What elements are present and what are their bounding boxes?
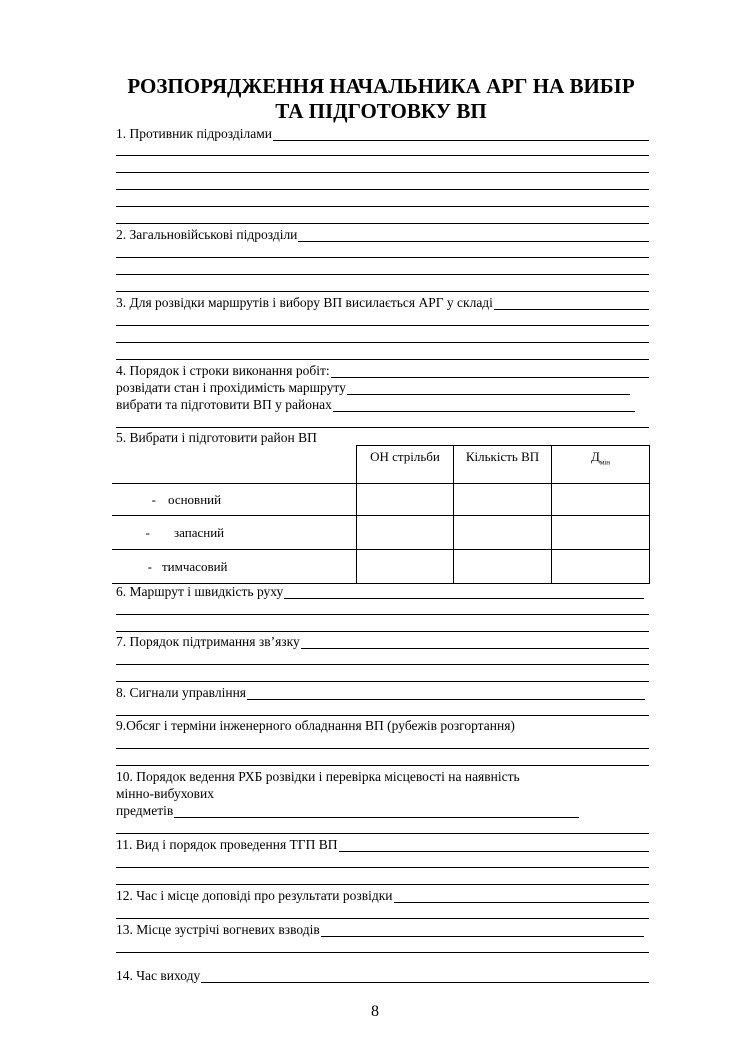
blank-line[interactable] bbox=[116, 664, 649, 665]
table-cell[interactable] bbox=[552, 516, 650, 550]
table-cell[interactable] bbox=[552, 484, 650, 516]
header-d-min: $Д_{мін}$ bbox=[552, 446, 650, 484]
blank-line[interactable] bbox=[116, 189, 649, 190]
table-cell[interactable] bbox=[357, 516, 454, 550]
blank-line[interactable] bbox=[116, 631, 649, 632]
field-select-vp[interactable] bbox=[116, 398, 635, 412]
blank-line[interactable] bbox=[116, 715, 649, 716]
field-label: розвідати стан і прохідимість маршруту bbox=[116, 380, 346, 395]
blank-line[interactable] bbox=[273, 129, 649, 141]
field-tgp[interactable] bbox=[116, 838, 649, 852]
title-line-1: РОЗПОРЯДЖЕННЯ НАЧАЛЬНИКА АРГ НА ВИБІР bbox=[127, 74, 635, 98]
row-label-temporary: тимчасовий bbox=[162, 558, 228, 574]
field-enemy[interactable] bbox=[116, 127, 649, 141]
field-label: 11. Вид і порядок проведення ТГП ВП bbox=[116, 837, 338, 852]
field-label: 7. Порядок підтримання зв’язку bbox=[116, 634, 300, 649]
field-communication[interactable] bbox=[116, 635, 649, 649]
field-label: 14. Час виходу bbox=[116, 968, 201, 983]
blank-line[interactable] bbox=[331, 366, 649, 378]
vp-area-table bbox=[112, 445, 650, 584]
field-label: 2. Загальновійськові підрозділи bbox=[116, 227, 298, 242]
field-recon-group[interactable] bbox=[116, 296, 649, 310]
blank-line[interactable] bbox=[174, 806, 579, 818]
blank-line[interactable] bbox=[116, 342, 649, 343]
page-number: 8 bbox=[371, 1003, 379, 1020]
blank-line[interactable] bbox=[201, 971, 649, 983]
field-label: предметів bbox=[116, 803, 174, 818]
field-label: 8. Сигнали управління bbox=[116, 685, 246, 700]
field-label: 13. Місце зустрічі вогневих взводів bbox=[116, 922, 320, 937]
section-label-vp-area: 5. Вибрати і підготовити район ВП bbox=[116, 430, 317, 445]
blank-line[interactable] bbox=[116, 274, 649, 275]
blank-line[interactable] bbox=[116, 952, 649, 953]
blank-line[interactable] bbox=[333, 400, 635, 412]
table-cell[interactable] bbox=[552, 550, 650, 584]
field-label: 1. Противник підрозділами bbox=[116, 126, 273, 141]
blank-line[interactable] bbox=[116, 765, 649, 766]
blank-line[interactable] bbox=[116, 748, 649, 749]
table-cell[interactable] bbox=[454, 550, 552, 584]
blank-line[interactable] bbox=[394, 891, 649, 903]
table-cell[interactable] bbox=[454, 484, 552, 516]
table-row: - запасний bbox=[112, 516, 650, 550]
blank-line[interactable] bbox=[116, 614, 649, 615]
blank-line[interactable] bbox=[116, 681, 649, 682]
field-meeting-place[interactable] bbox=[116, 923, 644, 937]
field-label: 3. Для розвідки маршрутів і вибору ВП висилається АРГ у складі bbox=[116, 295, 493, 310]
blank-line[interactable] bbox=[116, 325, 649, 326]
blank-line[interactable] bbox=[347, 383, 630, 395]
field-label: 4. Порядок і строки виконання робіт: bbox=[116, 363, 330, 378]
field-control-signals[interactable] bbox=[116, 686, 645, 700]
blank-line[interactable] bbox=[339, 840, 650, 852]
blank-line[interactable] bbox=[116, 359, 649, 360]
blank-line[interactable] bbox=[116, 172, 649, 173]
blank-line[interactable] bbox=[284, 587, 644, 599]
table-row: - тимчасовий bbox=[112, 550, 650, 584]
row-label-main: основний bbox=[168, 491, 222, 507]
field-label: 6. Маршрут і швидкість руху bbox=[116, 584, 284, 599]
row-label-reserve: запасний bbox=[174, 524, 225, 540]
blank-line[interactable] bbox=[494, 298, 649, 310]
blank-line[interactable] bbox=[116, 884, 649, 885]
field-objects[interactable] bbox=[116, 804, 579, 818]
header-firing-on: ОН стрільби bbox=[357, 446, 454, 484]
field-combined-arms-units[interactable] bbox=[116, 228, 649, 242]
blank-line[interactable] bbox=[116, 427, 649, 428]
field-route-recon[interactable] bbox=[116, 381, 630, 395]
blank-line[interactable] bbox=[301, 637, 649, 649]
table-cell[interactable] bbox=[357, 484, 454, 516]
table-cell[interactable] bbox=[454, 516, 552, 550]
document-title bbox=[100, 74, 662, 124]
blank-line[interactable] bbox=[116, 291, 649, 292]
table-row: - основний bbox=[112, 484, 650, 516]
field-label: 12. Час і місце доповіді про результати розвідки bbox=[116, 888, 393, 903]
title-line-2: ТА ПІДГОТОВКУ ВП bbox=[275, 99, 487, 123]
blank-line[interactable] bbox=[116, 155, 649, 156]
field-label-rhb-recon: 10. Порядок ведення РХБ розвідки і перевірка місцевості на наявність bbox=[116, 769, 520, 784]
blank-line[interactable] bbox=[298, 230, 649, 242]
field-work-order[interactable] bbox=[116, 364, 649, 378]
blank-line[interactable] bbox=[116, 833, 649, 834]
blank-line[interactable] bbox=[247, 688, 645, 700]
field-label: вибрати та підготовити ВП у районах bbox=[116, 397, 332, 412]
header-vp-count: Кількість ВП bbox=[454, 446, 552, 484]
blank-line[interactable] bbox=[116, 918, 649, 919]
table-cell[interactable] bbox=[357, 550, 454, 584]
field-report-time-place[interactable] bbox=[116, 889, 649, 903]
field-route-speed[interactable] bbox=[116, 585, 644, 599]
blank-line[interactable] bbox=[116, 867, 649, 868]
field-departure-time[interactable] bbox=[116, 969, 649, 983]
field-label-mine-explosive: мінно-вибухових bbox=[116, 786, 215, 801]
blank-line[interactable] bbox=[116, 206, 649, 207]
field-label-engineering: 9.Обсяг і терміни інженерного обладнання ВП (рубежів розгортання) bbox=[116, 718, 515, 733]
blank-line[interactable] bbox=[116, 223, 649, 224]
blank-line[interactable] bbox=[116, 257, 649, 258]
blank-line[interactable] bbox=[321, 925, 644, 937]
